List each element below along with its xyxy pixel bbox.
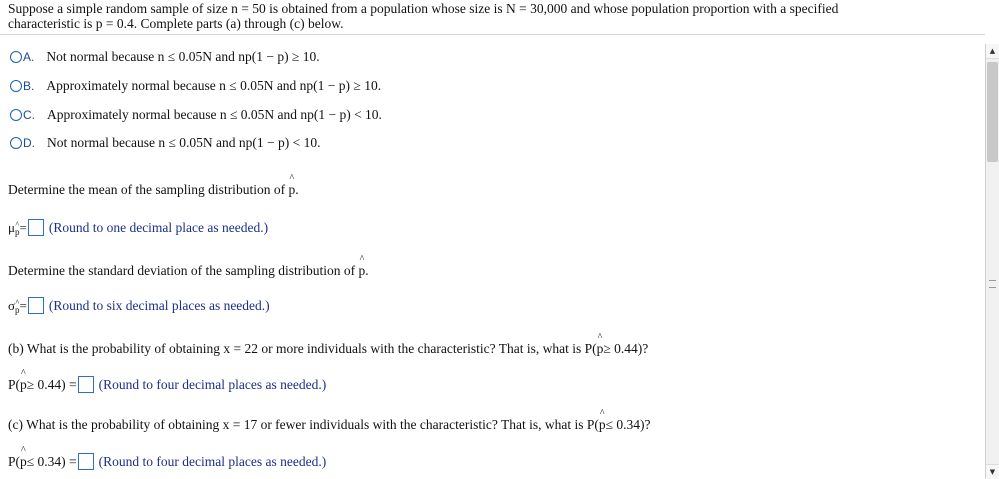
option-text: Not normal because n ≤ 0.05N and np(1 − p) < 10.: [47, 135, 321, 150]
option-text: Approximately normal because n ≤ 0.05N and np(1 − p) < 10.: [47, 107, 382, 122]
part-b-hint: (Round to four decimal places as needed.): [98, 376, 327, 392]
part-c-answer-row: [8, 453, 326, 470]
part-b-answer-row: [8, 376, 326, 393]
part-c-text-end: ≤ 0.34)?: [605, 417, 651, 432]
radio-circle-icon[interactable]: [10, 137, 22, 149]
part-b-answer-label: P(: [8, 376, 21, 392]
part-b-prompt: [8, 341, 648, 357]
p-hat: ^ p: [20, 377, 27, 393]
mean-prompt: [8, 182, 299, 198]
p-hat: ^ p: [20, 454, 27, 470]
mu-symbol: μ: [8, 219, 15, 235]
option-c[interactable]: [10, 105, 382, 125]
mean-answer-row: [8, 219, 268, 236]
radio-circle-icon[interactable]: [10, 109, 22, 121]
mean-answer-input[interactable]: [28, 219, 44, 236]
scroll-up-arrow-icon[interactable]: ▲: [986, 44, 999, 59]
mean-prompt-text: Determine the mean of the sampling distribution of: [8, 182, 286, 197]
mu-subscript: [15, 227, 20, 237]
part-c-hint: (Round to four decimal places as needed.): [98, 453, 327, 469]
part-b-answer-input[interactable]: [78, 376, 94, 393]
p-hat: ^ p: [599, 417, 606, 433]
option-d[interactable]: [10, 133, 320, 153]
option-letter: B.: [23, 79, 35, 93]
part-c-prompt: [8, 417, 651, 433]
radio-circle-icon[interactable]: [10, 51, 22, 63]
mean-hint: (Round to one decimal place as needed.): [48, 219, 269, 235]
p-hat: ^ p: [597, 341, 604, 357]
sd-prompt: [8, 263, 369, 279]
scroll-grip-icon: [989, 280, 996, 288]
part-c-text: (c) What is the probability of obtaining x = 17 or fewer individuals with the characteristic? That is, what is P(: [8, 417, 599, 432]
sd-prompt-period: .: [365, 263, 369, 278]
option-letter: C.: [23, 108, 35, 122]
vertical-scrollbar[interactable]: [985, 44, 999, 479]
problem-line-1: Suppose a simple random sample of size n = 50 is obtained from a population whose size is N = 30,000 and whose population proportion with a specified: [8, 1, 839, 16]
sigma-symbol: σ: [8, 297, 16, 313]
scrollbar-thumb[interactable]: [987, 62, 998, 162]
part-c-answer-label: P(: [8, 453, 21, 469]
p-hat-subscript: ^ p: [15, 227, 20, 237]
sd-answer-row: [8, 297, 270, 314]
mean-equals: =: [19, 219, 27, 235]
scroll-down-arrow-icon[interactable]: ▼: [986, 464, 999, 479]
sd-equals: =: [19, 297, 27, 313]
part-b-text-end: ≥ 0.44)?: [603, 341, 649, 356]
question-content: [0, 35, 985, 479]
option-text: Approximately normal because n ≤ 0.05N and np(1 − p) ≥ 10.: [46, 78, 382, 93]
problem-line-2: characteristic is p = 0.4. Complete parts (a) through (c) below.: [8, 16, 344, 31]
option-letter: D.: [23, 136, 35, 150]
sigma-subscript: [15, 305, 20, 315]
part-c-answer-input[interactable]: [78, 453, 94, 470]
p-hat: ^ p: [288, 182, 295, 198]
option-b[interactable]: [10, 76, 381, 96]
option-a[interactable]: [10, 47, 320, 67]
p-hat: ^ p: [359, 263, 366, 279]
sd-answer-input[interactable]: [28, 297, 44, 314]
p-hat-subscript: ^ p: [15, 305, 20, 315]
option-text: Not normal because n ≤ 0.05N and np(1 − p) ≥ 10.: [46, 49, 320, 64]
radio-circle-icon[interactable]: [10, 80, 22, 92]
part-c-answer-label-end: ≤ 0.34) =: [26, 453, 77, 469]
part-b-answer-label-end: ≥ 0.44) =: [26, 376, 77, 392]
part-b-text: (b) What is the probability of obtaining x = 22 or more individuals with the characteristic? That is, what is P(: [8, 341, 597, 356]
mean-prompt-period: .: [295, 182, 299, 197]
sd-hint: (Round to six decimal places as needed.): [48, 297, 270, 313]
sd-prompt-text: Determine the standard deviation of the sampling distribution of: [8, 263, 356, 278]
option-letter: A.: [23, 50, 35, 64]
problem-statement: [0, 0, 985, 35]
